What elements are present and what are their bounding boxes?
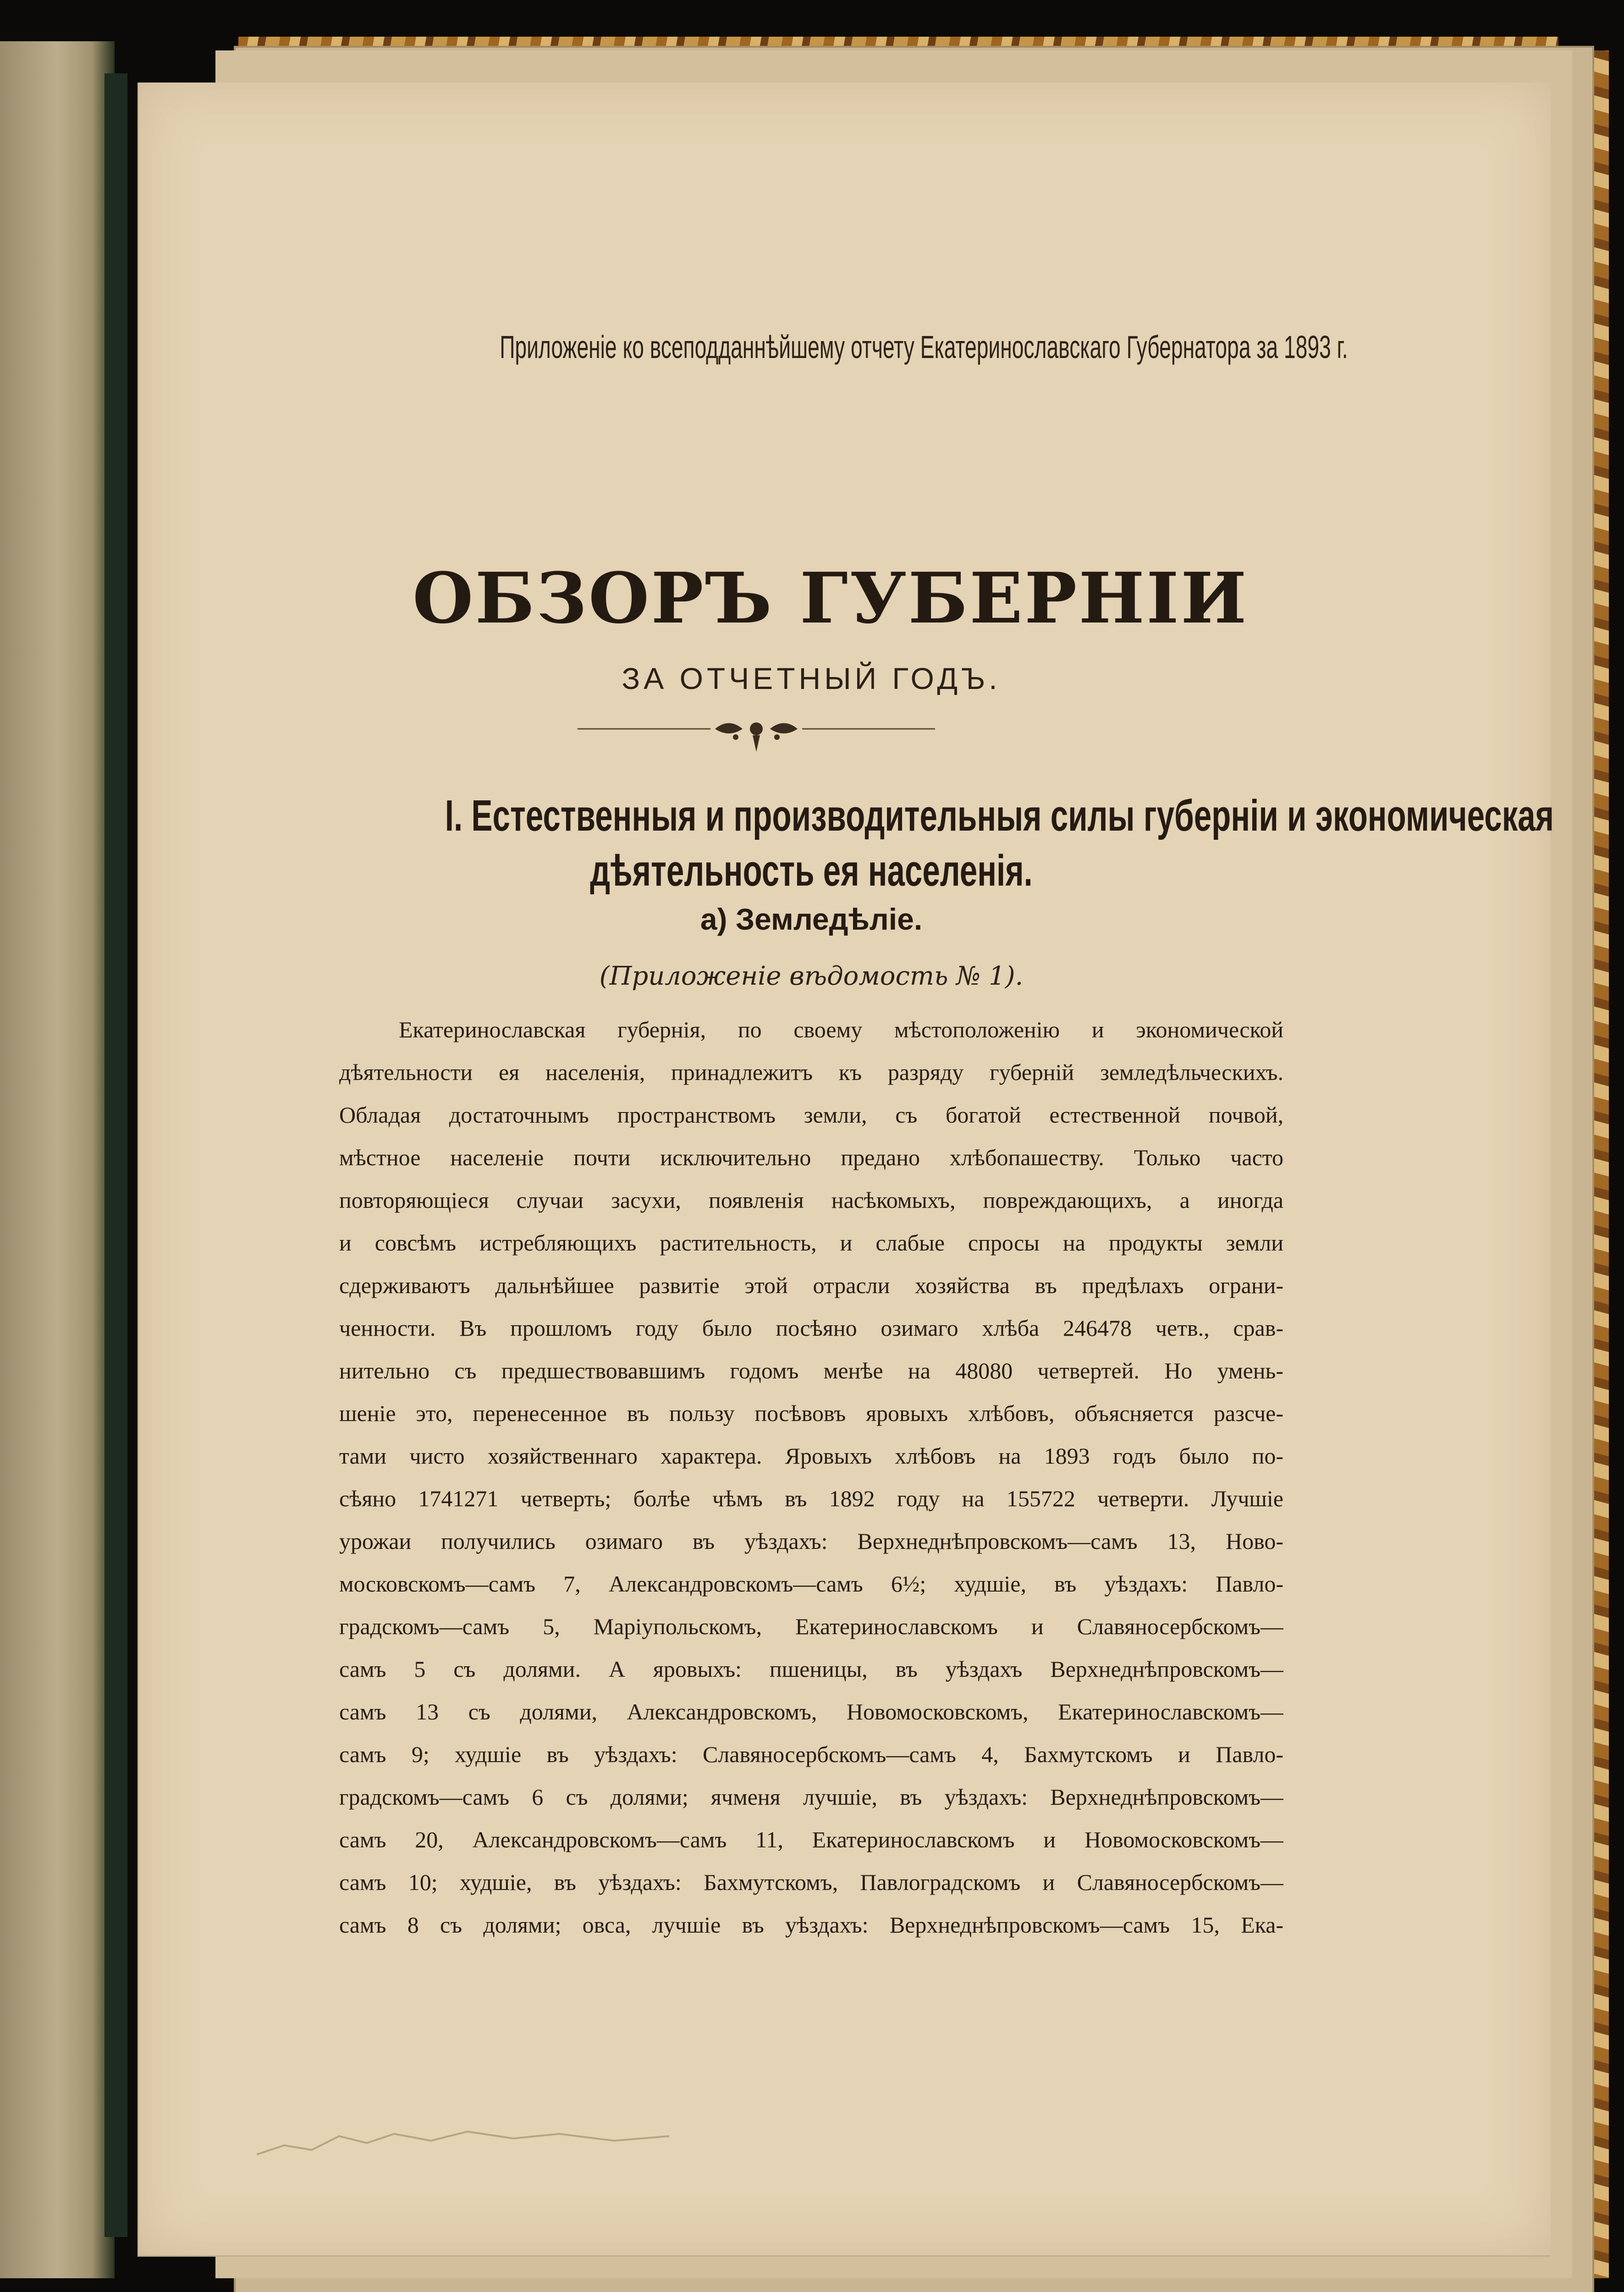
body-line: самъ 8 съ долями; овса, лучшiе въ уѣздахъ: Верхнеднѣпровскомъ—самъ 15, Ека- [339, 1912, 1283, 1938]
section-title-line-1: I. Естественныя и производительныя силы губернiи и экономическая [445, 791, 1554, 840]
body-line: градскомъ—самъ 6 съ долями; ячменя лучшiе, въ уѣздахъ: Верхнеднѣпровскомъ— [339, 1784, 1283, 1810]
body-line: нительно съ предшествовавшимъ годомъ менѣе на 48080 четвертей. Но умень- [339, 1358, 1283, 1383]
body-paragraph [339, 1008, 1283, 1946]
section-title-line-2: дѣятельность ея населенiя. [590, 846, 1033, 895]
page-title: ОБЗОРЪ ГУБЕРНIИ [413, 557, 1249, 639]
body-line: сдерживаютъ дальнѣйшее развитiе этой отрасли хозяйства въ предѣлахъ ограни- [339, 1273, 1283, 1298]
body-line: мѣстное населенiе почти исключительно предано хлѣбопашеству. Только часто [339, 1145, 1283, 1170]
appendix-reference: (Приложенiе вѣдомость № 1). [599, 961, 1024, 991]
body-line: сѣяно 1741271 четверть; болѣе чѣмъ въ 1892 году на 155722 четверти. Лучшiе [339, 1486, 1283, 1511]
book-cover-left [0, 41, 115, 2278]
body-line: самъ 5 съ долями. А яровыхъ: пшеницы, въ уѣздахъ Верхнеднѣпровскомъ— [339, 1656, 1283, 1682]
body-line: шенiе это, перенесенное въ пользу посѣвовъ яровыхъ хлѣбовъ, объясняется разсче- [339, 1400, 1283, 1426]
body-line: повторяющiеся случаи засухи, появленiя насѣкомыхъ, повреждающихъ, а иногда [339, 1187, 1283, 1213]
ornament-divider-icon [578, 715, 935, 761]
body-line: градскомъ—самъ 5, Марiупольскомъ, Екатеринославскомъ и Славяносербскомъ— [339, 1614, 1283, 1639]
section-title [303, 788, 1554, 898]
body-line: и совсѣмъ истребляющихъ растительность, и слабые спросы на продукты земли [339, 1230, 1283, 1256]
body-line: дѣятельности ея населенiя, принадлежитъ къ разряду губернiй земледѣльческихъ. [339, 1059, 1283, 1085]
body-line: тами чисто хозяйственнаго характера. Яровыхъ хлѣбовъ на 1893 годъ было по- [339, 1443, 1283, 1469]
paper-tear-mark [257, 2118, 669, 2173]
body-line: самъ 9; худшiе въ уѣздахъ: Славяносербскомъ—самъ 4, Бахмутскомъ и Павло- [339, 1741, 1283, 1767]
body-line: урожаи получились озимаго въ уѣздахъ: Верхнеднѣпровскомъ—самъ 13, Ново- [339, 1528, 1283, 1554]
body-line: самъ 20, Александровскомъ—самъ 11, Екатеринославскомъ и Новомосковскомъ— [339, 1827, 1283, 1852]
body-line: Екатеринославская губернiя, по своему мѣстоположенiю и экономической [399, 1017, 1283, 1042]
book-spine [105, 73, 127, 2237]
subsection-title: а) Земледѣлiе. [700, 902, 923, 936]
body-line: самъ 13 съ долями, Александровскомъ, Новомосковскомъ, Екатеринославскомъ— [339, 1699, 1283, 1725]
report-header: Приложенiе ко всеподданнѣйшему отчету Екатеринославскаго Губернатора за 1893 г. [500, 329, 1348, 365]
body-line: самъ 10; худшiе, въ уѣздахъ: Бахмутскомъ, Павлоградскомъ и Славяносербскомъ— [339, 1869, 1283, 1895]
body-line: ченности. Въ прошломъ году было посѣяно озимаго хлѣба 246478 четв., срав- [339, 1315, 1283, 1341]
page-subtitle: ЗА ОТЧЕТНЫЙ ГОДЪ. [622, 661, 1001, 695]
body-line: Обладая достаточнымъ пространствомъ земли, съ богатой естественной почвой, [339, 1102, 1283, 1128]
body-line: московскомъ—самъ 7, Александровскомъ—самъ 6½; худшiе, въ уѣздахъ: Павло- [339, 1571, 1283, 1597]
